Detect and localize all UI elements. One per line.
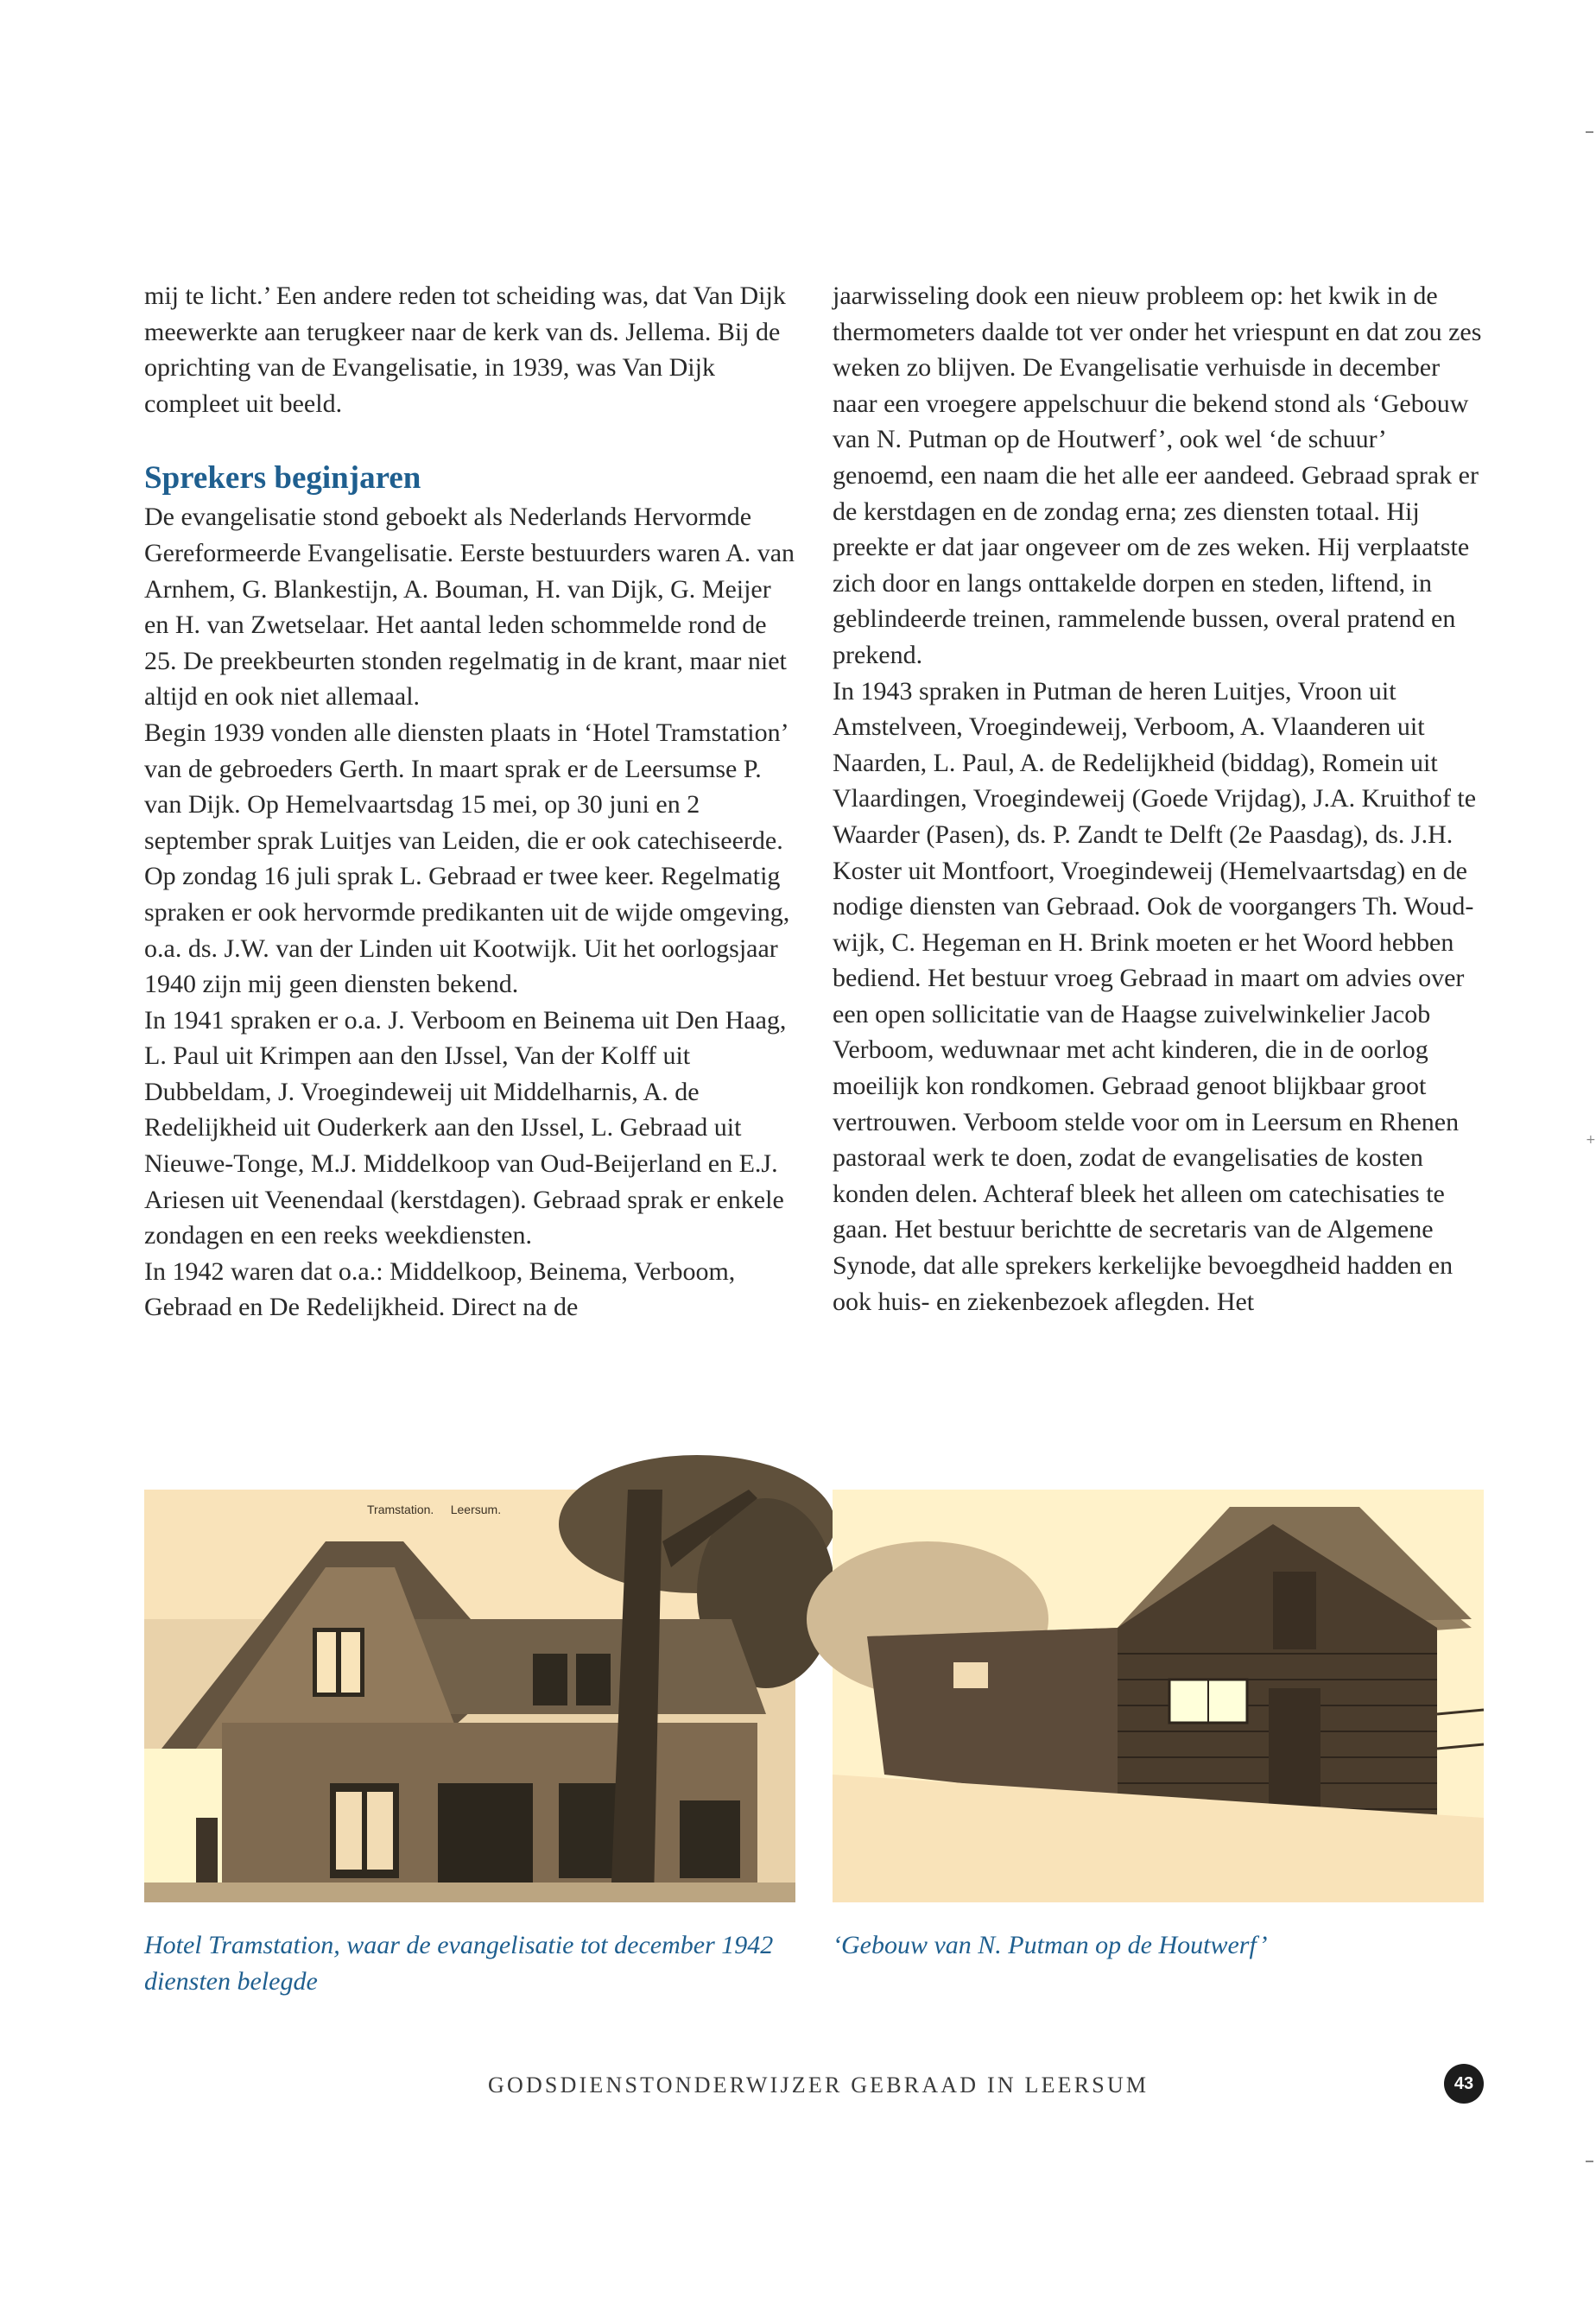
hotel-photo-signage: Tramstation. Leersum. <box>367 1503 502 1516</box>
paragraph: Begin 1939 vonden alle diensten plaats in ‘Hotel Tramstation’ van de gebroeders Gerth. In maart sprak er de Leersumse P. van Dijk. Op Hemelvaartsdag 15 mei, op 30 juni en 2 september sprak Luitjes van Leiden, die er ook catechiseerde. Op zondag 16 juli sprak L. Gebraad er twee keer. Regelmatig spraken er ook hervormde predikanten uit de wijde omgeving, o.a. ds. J.W. van der Linden uit Kootwijk. Uit het oorlogsjaar 1940 zijn mij geen diensten bekend. <box>144 718 790 999</box>
registration-mark-icon: + <box>1586 1133 1596 1147</box>
hotel-tramstation-photo <box>144 1490 795 1902</box>
paragraph: De evangelisatie stond geboekt als Nederlands Hervormde Gereformeerde Evangelisatie. Eerste bestuurders waren A. van Arnhem, G. Blankestijn, A. Bouman, H. van Dijk, G. Meijer en H. van Zwetselaar. Het aantal leden schommelde rond de 25. De preekbeurten stonden regelmatig in de krant, maar niet altijd en ook niet allemaal. <box>144 503 795 712</box>
page-number-badge: 43 <box>1444 2064 1484 2104</box>
putman-shed-photo <box>833 1490 1484 1902</box>
paragraph: jaarwisseling dook een nieuw probleem op: het kwik in de thermometers daalde tot ver onder het vriespunt en dat zou zes weken zo blijven. De Evangelisatie verhuisde in december naar een vroegere appelschuur die bekend stond als ‘Gebouw van N. Putman op de Houtwerf’, ook wel ‘de schuur’ genoemd, een naam die het alle eer aandeed. Gebraad sprak er de kerstdagen en de zondag erna; zes diensten totaal. Hij preekte er dat jaar ongeveer om de zes weken. Hij verplaatste zich door en langs onttakelde dorpen en steden, liftend, in geblindeerde treinen, rammelende bussen, overal pratend en prekend. <box>833 282 1482 669</box>
left-column <box>144 278 797 1326</box>
crop-mark <box>1586 2161 1593 2162</box>
right-column <box>833 278 1485 1319</box>
shed-photo-caption: ‘Gebouw van N. Putman op de Houtwerf’ <box>833 1931 1268 1959</box>
section-heading: Sprekers beginjaren <box>144 460 421 497</box>
paragraph: In 1941 spraken er o.a. J. Verboom en Beinema uit Den Haag, L. Paul uit Krimpen aan den IJssel, Van der Kolff uit Dubbeldam, J. Vroegindeweij uit Middelharnis, A. de Redelijkheid uit Ouderkerk aan den IJssel, L. Gebraad uit Nieuwe-Tonge, M.J. Middelkoop van Oud-Beijerland en E.J. Ariesen uit Veenendaal (kerstdagen). Gebraad sprak er enkele zondagen en een reeks weekdiensten. <box>144 1005 787 1250</box>
paragraph: In 1942 waren dat o.a.: Middelkoop, Beinema, Verboom, Gebraad en De Redelijkheid. Direct na de <box>144 1256 736 1322</box>
paragraph: In 1943 spraken in Putman de heren Luitjes, Vroon uit Amstelveen, Vroegindeweij, Verboom, A. Vlaanderen uit Naarden, L. Paul, A. de Redelijkheid (biddag), Romein uit Vlaardingen, Vroegindeweij (Goede Vrijdag), J.A. Kruithof te Waarder (Pasen), ds. P. Zandt te Delft (2e Paasdag), ds. J.H. Koster uit Montfoort, Vroegindeweij (Hemelvaartsdag) en de nodige diensten van Gebraad. Ook de voorgangers Th. Woudwijk, C. Hegeman en H. Brink moeten er het Woord hebben bediend. Het bestuur vroeg Gebraad in maart om advies over een open sollicitatie van de Haagse zuivelwinkelier Jacob Verboom, weduwnaar met acht kinderen, die in de oorlog moeilijk kon rondkomen. Gebraad genoot blijkbaar groot vertrouwen. Verboom stelde voor om in Leersum en Rhenen pastoraal werk te doen, zodat de evangelisaties de kosten konden delen. Achteraf bleek het alleen om catechisaties te gaan. Het bestuur berichtte de secretaris van de Algemene Synode, dat alle sprekers kerkelijke bevoegdheid hadden en ook huis- en ziekenbezoek aflegden. Het <box>833 676 1477 1316</box>
crop-mark <box>1586 131 1593 133</box>
running-footer-title: GODSDIENSTONDERWIJZER GEBRAAD IN LEERSUM <box>488 2072 1150 2098</box>
paragraph: mij te licht.’ Een andere reden tot scheiding was, dat Van Dijk meewerkte aan terugkeer naar de kerk van ds. Jellema. Bij de oprichting van de Evangelisatie, in 1939, was Van Dijk compleet uit beeld. <box>144 282 786 418</box>
hotel-photo-caption: Hotel Tramstation, waar de evangelisatie tot december 1942 diensten belegde <box>144 1931 774 1996</box>
